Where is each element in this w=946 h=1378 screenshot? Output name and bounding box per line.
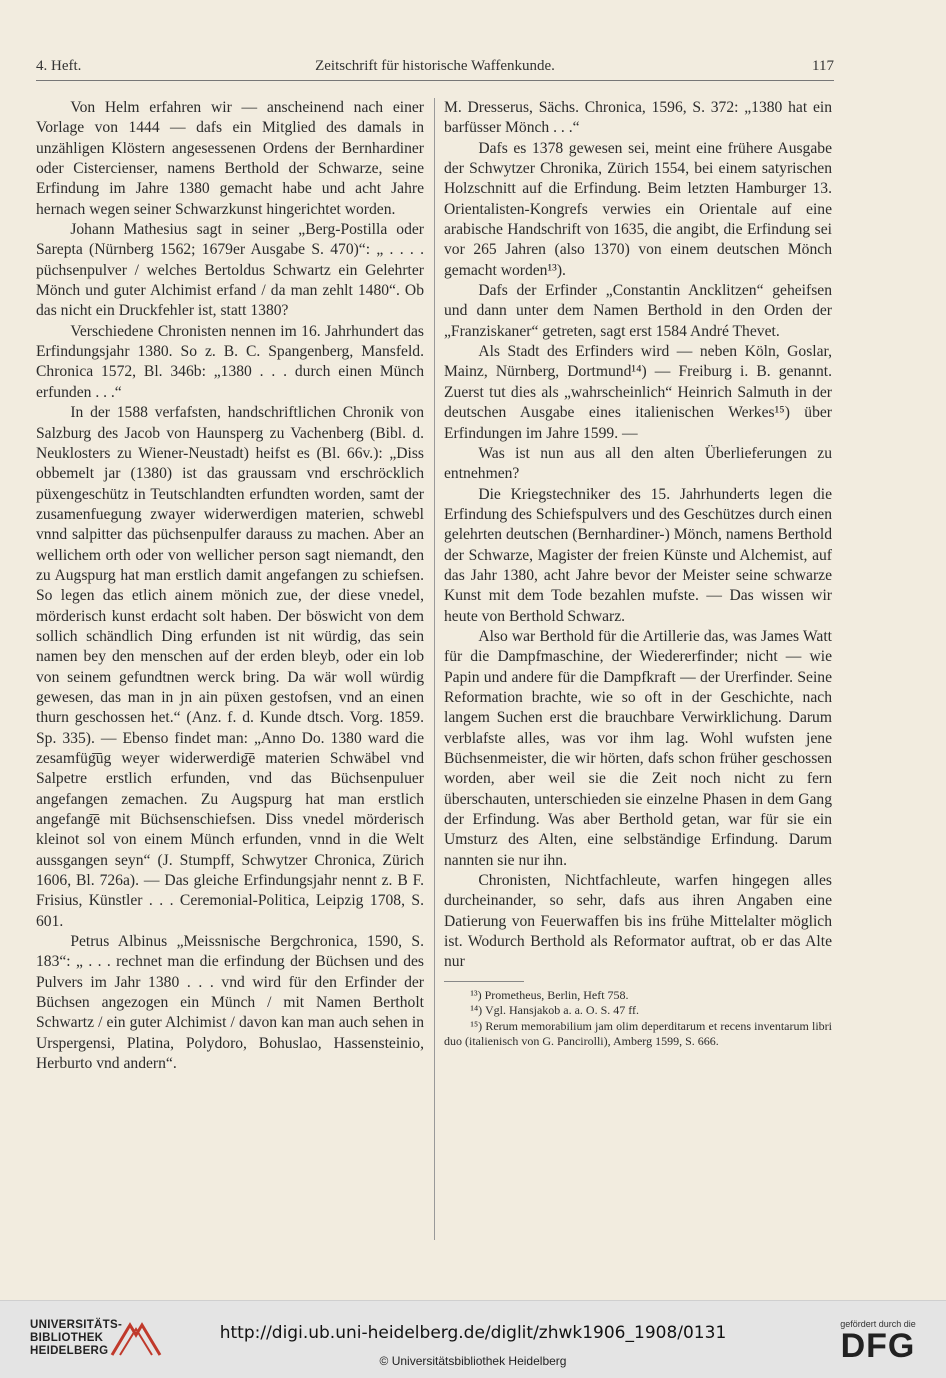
paragraph: Als Stadt des Erfinders wird — neben Köln, Goslar, Mainz, Nürnberg, Dortmund¹⁴) — Freiburg i. B. genannt. Zuerst tut dies als „wahrscheinlich“ Heinrich Salmuth in der deutschen Ausgabe eines italienischen Werkes¹⁵) über Erfindungen im Jahre 1599. — [444, 343, 832, 442]
copyright-notice: © Universitätsbibliothek Heidelberg [379, 1354, 567, 1368]
library-name-line: BIBLIOTHEK [30, 1332, 104, 1344]
issue-label: 4. Heft. [36, 58, 82, 74]
library-name-line: HEIDELBERG [30, 1345, 109, 1357]
paragraph: Dafs es 1378 gewesen sei, meint eine frühere Ausgabe der Schwytzer Chronika, Zürich 1554, bei einem satyrischen Holzschnitt auf die Erfindung. Beim letzten Hamburger 13. Orientalisten-Kongrefs verwies ein Orientale auf eine arabische Handschrift von 1635, die angibt, die Erfindung sei vor 265 Jahren (also 1370) von einem deutschen Mönch gemacht worden¹³). [444, 139, 832, 279]
running-head [36, 58, 834, 82]
dfg-logo[interactable] [828, 1319, 928, 1371]
left-column [36, 98, 424, 1075]
dfg-wordmark: DFG [840, 1327, 916, 1365]
column-divider [434, 98, 435, 1240]
paragraph: Was ist nun aus all den alten Überlieferungen zu entnehmen? [444, 444, 832, 483]
paragraph: Von Helm erfahren wir — anscheinend nach einer Vorlage von 1444 — dafs ein Mitglied des damals in unzähligen Klöstern angesessenen Ordens der Bernhardiner oder Cistercienser, namens Berthold der Schwarze, seine Erfindung im Jahre 1380 gemacht habe und acht Jahre hernach wegen seiner Schwarzkunst hingerichtet worden. [36, 99, 424, 218]
journal-title: Zeitschrift für historische Waffenkunde. [315, 58, 555, 74]
library-name-line: UNIVERSITÄTS- [30, 1319, 123, 1331]
footnote: ¹⁵) Rerum memorabilium jam olim deperditarum et recens inventarum libri duo (italienisch von G. Pancirolli), Amberg 1599, S. 666. [444, 1018, 832, 1049]
footer-banner [0, 1300, 946, 1378]
footnotes [444, 988, 832, 1050]
footnote: ¹⁴) Vgl. Hansjakob a. a. O. S. 47 ff. [470, 1003, 640, 1018]
paragraph: Johann Mathesius sagt in seiner „Berg-Postilla oder Sarepta (Nürnberg 1562; 1679er Ausgabe S. 470)“: „ . . . . püchsenpulver / welches Bertoldus Schwartz ein Gelehrter Mönch und guter Alchimist erfand / da man zehlt 1480“. Ob das nicht ein Druckfehler ist, statt 1380? [36, 221, 424, 320]
source-url[interactable]: http://digi.ub.uni-heidelberg.de/diglit/zhwk1906_1908/0131 [219, 1323, 727, 1343]
funding-note: gefördert durch die [840, 1319, 916, 1329]
footnote-rule [444, 981, 524, 982]
footnote: ¹³) Prometheus, Berlin, Heft 758. [470, 987, 629, 1002]
paragraph: Also war Berthold für die Artillerie das, was James Watt für die Dampfmaschine, der Wiedererfinder; nicht — wie Papin und andere für die Dampfkraft — der Urerfinder. Seine Reformation brachte, wie so oft in der Geschichte, nach langem Suchen erst die brauchbare Verwirklichung. Darum verblafste alles, was vor ihm lag. Wohl wufsten jene Büchsenmeister, die wir hörten, dafs schon früher geschossen worden, aber weil sie die Zeit noch nicht zu fern überschauten, unterschieden sie einzelne Phasen in dem Gang der Erfindung. Was aber Berthold getan, war für sie ein Umsturz des Alten, eine selbständige Erfindung. Darum nannten sie nur ihn. [444, 627, 832, 869]
paragraph: Verschiedene Chronisten nennen im 16. Jahrhundert das Erfindungsjahr 1380. So z. B. C. Spangenberg, Mansfeld. Chronica 1572, Bl. 346b: „1380 . . . durch einen Münch erfunden . . .“ [36, 322, 424, 401]
right-column [444, 98, 832, 1050]
header-rule [36, 80, 834, 81]
page-number: 117 [812, 58, 834, 74]
paragraph: In der 1588 verfafsten, handschriftlichen Chronik von Salzburg des Jacob von Haunsperg zu Vachenberg (Bibl. d. Neuklosters zu Wiener-Neustadt) heifst es (Bl. 66v.): „Diss obbemelt jar (1380) ist das graussam vnd erschröcklich püxengeschütz in Teutschlandten erfundten worden, samt der zusamenfuegung zwayer widerwerdigen materien, schwebl vnnd salpitter das püchsenpulfer darauss zu machen. Aber an wellichem orth oder von wellicher person sagt niemandt, den zu Augspurg hat man erstlich damit angefangen zu schiefsen. So legen das etlich ainem mönich zue, der diese vnedel, mörderisch kunst erdacht solt haben. Der böswicht von dem sollich schändlich Ding erfunden ist nit würdig, das sein namen bey den menschen auf der erden bleyb, oder ein lob von seinem gefundtnen werck bring. Da wär woll würdig gewesen, das man in jn ain püxen gestofsen, vnd an einen thurn geschossen het.“ (Anz. f. d. Kunde dtsch. Vorg. 1859. Sp. 335). — Ebenso findet man: „Anno Do. 1380 ward die zesamfüg͞ūg weyer widerwerdig͞e materien Schwäbel vnd Salpetre erstlich erfunden, vnd das Büchsenpuluer angefangen zemachen. Zu Augspurg hat man erstlich angefang͞e mit Büchsenschiefsen. Diss vnedel mörderisch kleinot sol von einem Münch erfunden, vnnd in die Welt aussgangen seyn“ (J. Stumpff, Schwytzer Chronica, Zürich 1606, Bl. 726a). — Das gleiche Erfindungsjahr nennt z. B F. Frisius, Künstler . . . Ceremonial-Politica, Leipzig 1708, S. 601. [36, 404, 424, 930]
paragraph: Chronisten, Nichtfachleute, warfen hingegen alles durcheinander, so sehr, dafs aus ihren Angaben eine Datierung von Feuerwaffen bis ins frühe Mittelalter möglich ist. Wodurch Berthold als Reformator auftrat, ob er das Alte nur [444, 872, 832, 971]
paragraph: Petrus Albinus „Meissnische Bergchronica, 1590, S. 183“: „ . . . rechnet man die erfindung der Büchsen und des Pulvers im Jahr 1380 . . . vnd wird für den Erfinder der Büchsen angezogen ein Münch / mit Namen Bertholt Schwartz / ein guter Alchimist / davon kan man auch sehen in Urspergensi, Platina, Polydoro, Bohuslao, Hassensteinio, Herburto vnd andern“. [36, 933, 424, 1073]
paragraph: Dafs der Erfinder „Constantin Ancklitzen“ geheifsen und dann unter dem Namen Berthold in den Orden der „Franziskaner“ getreten, sagt erst 1584 André Thevet. [444, 282, 832, 340]
paragraph: M. Dresserus, Sächs. Chronica, 1596, S. 372: „1380 hat ein barfüsser Mönch . . .“ [444, 99, 832, 137]
paragraph: Die Kriegstechniker des 15. Jahrhunderts legen die Erfindung des Schiefspulvers und des Geschützes durch einen gelehrten deutschen (Bernhardiner-) Mönch, namens Berthold der Schwarze, Magister der freien Künste und Alchemist, auf das Jahr 1380, acht Jahre bevor der Meister seine schwarze Kunst mit dem Tode bezahlen mufste. — Das wissen wir heute von Berthold Schwarz. [444, 485, 832, 625]
